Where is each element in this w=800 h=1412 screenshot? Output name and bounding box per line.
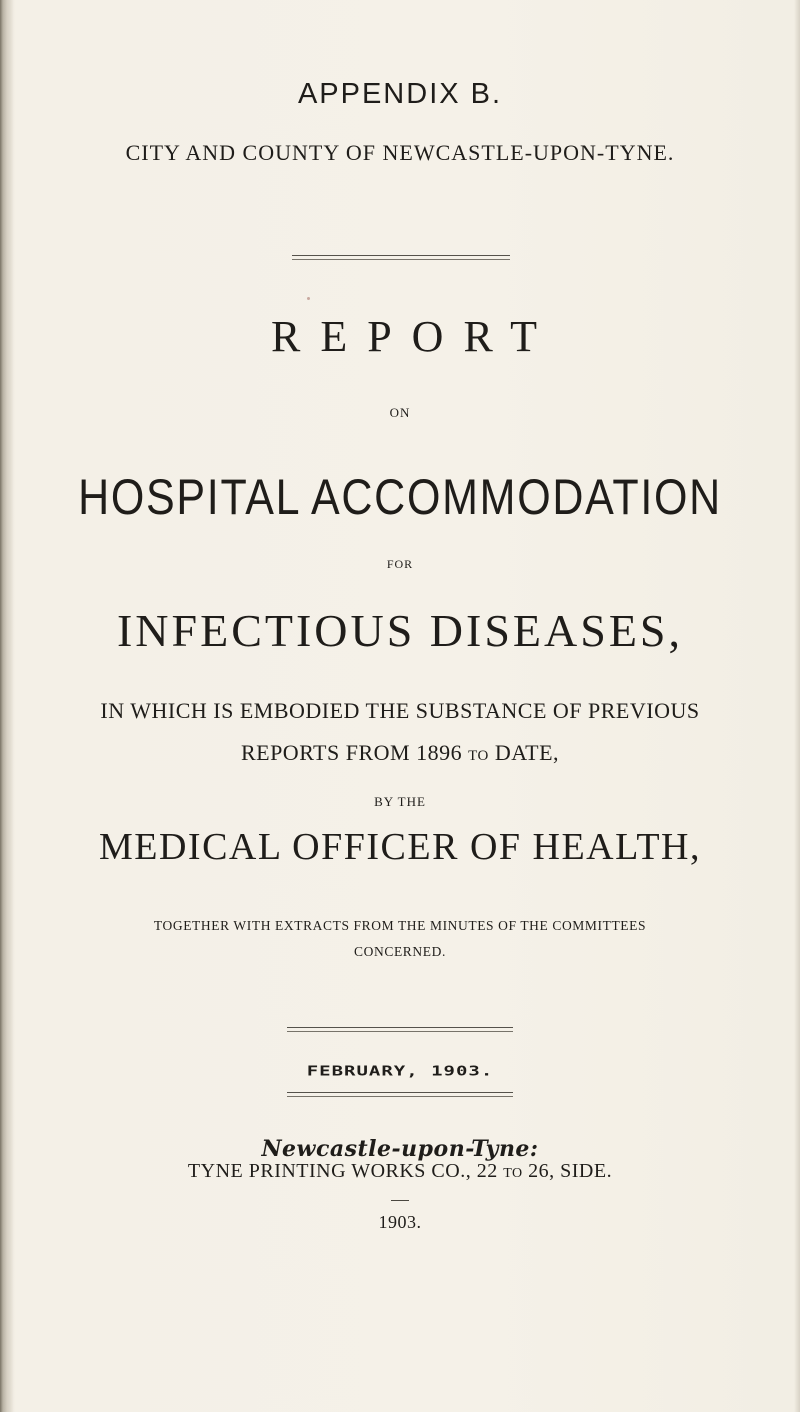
subtitle-reports-suffix: DATE, bbox=[494, 740, 560, 765]
extracts-line-2: CONCERNED. bbox=[354, 944, 446, 959]
by-the-label: BY THE bbox=[374, 794, 426, 809]
author-title: MEDICAL OFFICER OF HEALTH, bbox=[98, 826, 701, 868]
divider-rule-top bbox=[292, 255, 510, 256]
subtitle-reports-to: TO bbox=[468, 748, 489, 764]
report-title: REPORT bbox=[270, 312, 558, 361]
divider-rule-date-upper bbox=[287, 1027, 513, 1028]
divider-rule-short bbox=[391, 1200, 409, 1201]
printer-prefix: TYNE PRINTING WORKS CO., 22 bbox=[187, 1160, 498, 1182]
publication-year: 1903. bbox=[378, 1212, 422, 1232]
hospital-title: HOSPITAL ACCOMMODATION bbox=[78, 469, 722, 525]
subtitle-reports-prefix: REPORTS FROM 1896 bbox=[240, 740, 463, 765]
infectious-title: INFECTIOUS DISEASES, bbox=[116, 605, 684, 656]
divider-rule-date-lower bbox=[287, 1092, 513, 1093]
appendix-heading: APPENDIX B. bbox=[297, 78, 503, 110]
on-label: ON bbox=[389, 405, 411, 420]
subtitle-line-2 bbox=[0, 740, 800, 766]
city-heading: CITY AND COUNTY OF NEWCASTLE-UPON-TYNE. bbox=[125, 140, 675, 165]
extracts-line-1: TOGETHER WITH EXTRACTS FROM THE MINUTES OF THE COMMITTEES bbox=[153, 918, 647, 933]
issue-date: FEBRUARY, 1903. bbox=[306, 1063, 494, 1079]
printer-to: TO bbox=[503, 1166, 523, 1181]
printer-suffix: 26, SIDE. bbox=[528, 1160, 613, 1182]
divider-rule-date-upper-double bbox=[287, 1031, 513, 1032]
subtitle-line-1: IN WHICH IS EMBODIED THE SUBSTANCE OF PREVIOUS bbox=[100, 698, 700, 723]
publisher-place: Newcastle-upon-Tyne: bbox=[261, 1136, 539, 1162]
paper-speck bbox=[307, 297, 310, 300]
printer-line bbox=[0, 1160, 800, 1183]
divider-rule-date-lower-double bbox=[287, 1096, 513, 1097]
for-label: FOR bbox=[386, 557, 414, 571]
divider-rule-top-double bbox=[292, 259, 510, 260]
